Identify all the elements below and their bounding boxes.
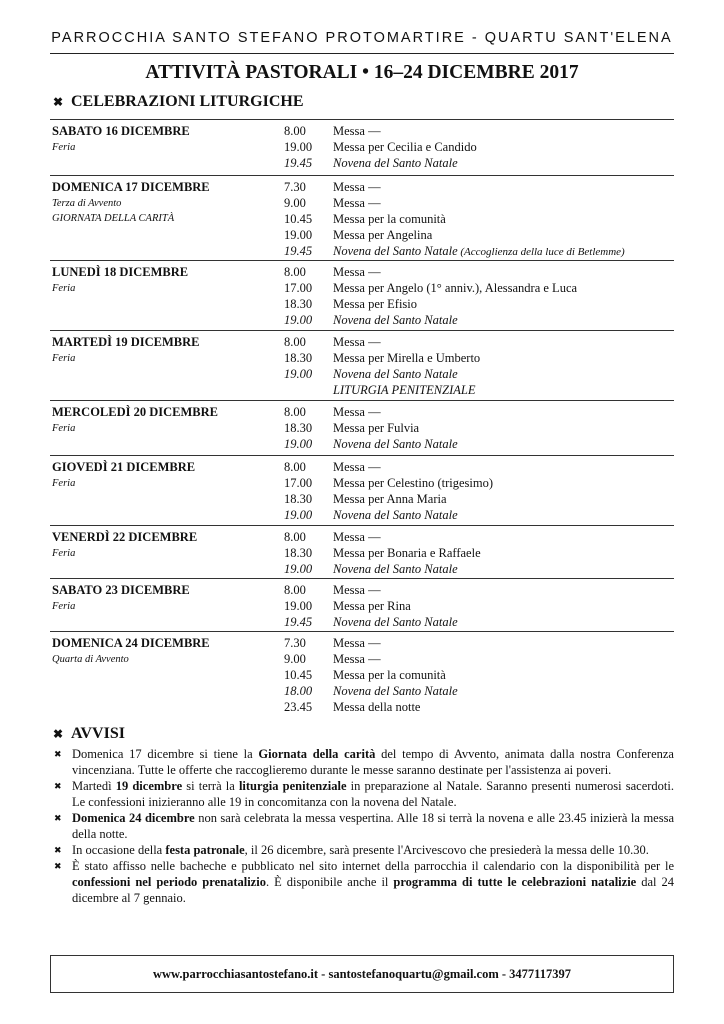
header-divider <box>50 53 674 54</box>
day-subtitle: Feria <box>52 601 76 612</box>
notice-emphasis: liturgia penitenziale <box>238 779 347 793</box>
event-row <box>284 667 674 683</box>
day-subtitle: Feria <box>52 142 76 153</box>
notice-emphasis: Giornata della carità <box>258 747 376 761</box>
event-row <box>284 211 674 227</box>
notice-text: , il 26 dicembre, sarà presente l'Arcivescovo che presiederà la messa delle 10.30. <box>244 843 649 857</box>
event-time: 19.00 <box>284 228 313 242</box>
day-subtitle: GIORNATA DELLA CARITÀ <box>52 213 175 224</box>
event-time: 19.00 <box>284 367 313 381</box>
notice-item <box>50 810 674 842</box>
event-time: 8.00 <box>284 124 306 138</box>
notice-text: Domenica 17 dicembre si tiene la <box>72 747 259 761</box>
footer-contacts: www.parrocchiasantostefano.it - santostefanoquartu@gmail.com - 3477117397 <box>50 955 674 993</box>
event-text: Messa per Anna Maria <box>333 492 447 506</box>
event-list <box>284 179 674 259</box>
parish-header: PARROCCHIA SANTO STEFANO PROTOMARTIRE - QUARTU SANT'ELENA <box>51 30 673 46</box>
day-subtitle: Feria <box>52 548 76 559</box>
event-text: Novena del Santo Natale <box>333 244 458 258</box>
event-time: 9.00 <box>284 196 306 210</box>
event-row <box>284 491 674 507</box>
event-list <box>284 334 674 398</box>
event-list <box>284 582 674 630</box>
day-name: DOMENICA 24 DICEMBRE <box>52 636 210 650</box>
notice-item <box>50 746 674 778</box>
event-text: Messa per la comunità <box>333 668 446 682</box>
event-row <box>284 507 674 523</box>
bullet-icon: ✖ <box>54 861 62 871</box>
event-time: 10.45 <box>284 668 313 682</box>
event-row <box>284 334 674 350</box>
notice-text: Martedì <box>72 779 116 793</box>
bullet-icon: ✖ <box>54 749 62 759</box>
event-time: 19.00 <box>284 140 313 154</box>
event-text: Novena del Santo Natale <box>333 156 458 170</box>
notice-emphasis: programma di tutte le celebrazioni natalizie <box>393 875 637 889</box>
section-title: CELEBRAZIONI LITURGICHE <box>71 93 304 110</box>
event-time: 18.30 <box>284 546 313 560</box>
event-text: Messa per Efisio <box>333 297 418 311</box>
event-row <box>284 195 674 211</box>
notice-item <box>50 858 674 906</box>
day-block <box>50 175 674 261</box>
event-text: Novena del Santo Natale <box>333 508 458 522</box>
day-subtitle: Quarta di Avvento <box>52 654 129 665</box>
event-text: Novena del Santo Natale <box>333 367 458 381</box>
page-title: ATTIVITÀ PASTORALI • 16–24 DICEMBRE 2017 <box>145 62 579 83</box>
event-time: 9.00 <box>284 652 306 666</box>
day-subtitle: Terza di Avvento <box>52 198 122 209</box>
day-subtitle: Feria <box>52 423 76 434</box>
notice-text: In occasione della <box>72 843 166 857</box>
event-time: 17.00 <box>284 476 313 490</box>
day-name: MARTEDÌ 19 DICEMBRE <box>52 335 200 349</box>
event-row <box>284 529 674 545</box>
event-text: Novena del Santo Natale <box>333 684 458 698</box>
event-row <box>284 635 674 651</box>
day-name: DOMENICA 17 DICEMBRE <box>52 180 210 194</box>
day-name: MERCOLEDÌ 20 DICEMBRE <box>52 405 218 419</box>
event-row <box>284 459 674 475</box>
event-time: 18.00 <box>284 684 313 698</box>
event-text: Messa per Rina <box>333 599 411 613</box>
day-subtitle: Feria <box>52 283 76 294</box>
event-time: 7.30 <box>284 180 306 194</box>
section-title: AVVISI <box>71 725 125 742</box>
event-time: 8.00 <box>284 335 306 349</box>
event-text: Messa per Fulvia <box>333 421 420 435</box>
event-text: Messa — <box>333 335 381 349</box>
event-text: Novena del Santo Natale <box>333 437 458 451</box>
event-text: Messa per Celestino (trigesimo) <box>333 476 494 490</box>
event-row <box>284 699 674 715</box>
event-row <box>284 227 674 243</box>
event-list <box>284 529 674 577</box>
day-name: GIOVEDÌ 21 DICEMBRE <box>52 460 196 474</box>
day-block <box>50 330 674 401</box>
event-row <box>284 296 674 312</box>
event-text: Messa — <box>333 180 381 194</box>
day-block <box>50 525 674 579</box>
event-row <box>284 582 674 598</box>
notices-list <box>50 746 674 906</box>
cross-icon: ✖ <box>53 95 64 109</box>
event-text: Messa — <box>333 583 381 597</box>
event-row <box>284 598 674 614</box>
event-list <box>284 264 674 328</box>
event-row <box>284 651 674 667</box>
notice-text: . È disponibile anche il <box>265 875 394 889</box>
bullet-icon: ✖ <box>54 813 62 823</box>
event-row <box>284 561 674 577</box>
bullet-icon: ✖ <box>54 845 62 855</box>
event-text: Messa — <box>333 652 381 666</box>
event-text: Messa della notte <box>333 700 421 714</box>
event-time: 17.00 <box>284 281 313 295</box>
event-text: Messa — <box>333 636 381 650</box>
notice-emphasis: confessioni nel periodo prenatalizio <box>72 875 266 889</box>
event-text: Messa — <box>333 460 381 474</box>
event-time: 8.00 <box>284 265 306 279</box>
event-row <box>284 155 674 171</box>
day-name: LUNEDÌ 18 DICEMBRE <box>52 265 189 279</box>
event-time: 18.30 <box>284 492 313 506</box>
event-time: 19.00 <box>284 437 313 451</box>
event-row <box>284 382 674 398</box>
notice-emphasis: 19 dicembre <box>115 779 183 793</box>
event-row <box>284 683 674 699</box>
event-time: 18.30 <box>284 297 313 311</box>
event-time: 19.00 <box>284 508 313 522</box>
notice-item <box>50 842 674 858</box>
event-time: 8.00 <box>284 583 306 597</box>
day-name: SABATO 23 DICEMBRE <box>52 583 190 597</box>
section-heading-celebrazioni <box>53 93 304 111</box>
event-row <box>284 366 674 382</box>
event-note: (Accoglienza della luce di Betlemme) <box>457 246 625 258</box>
event-text: Messa — <box>333 405 381 419</box>
notice-text: in preparazione al Natale. Saranno presenti numerosi sacerdoti. Le confessioni inizieranno alle 19 in concomitanza con la novena del Natale. <box>72 779 674 809</box>
event-time: 10.45 <box>284 212 313 226</box>
event-text: Messa — <box>333 196 381 210</box>
event-text: Messa per Bonaria e Raffaele <box>333 546 481 560</box>
bullet-icon: ✖ <box>54 781 62 791</box>
notice-text: del tempo di Avvento, animata dalla nostra Conferenza vincenziana. Tutte le offerte che raccoglieremo durante le messe saranno destinate per l'assistenza ai poveri. <box>72 747 674 777</box>
event-list <box>284 123 674 171</box>
event-text: Messa — <box>333 124 381 138</box>
event-row <box>284 123 674 139</box>
event-text: Messa per Angelina <box>333 228 433 242</box>
event-time: 19.45 <box>284 156 313 170</box>
event-row <box>284 350 674 366</box>
event-time: 18.30 <box>284 421 313 435</box>
notice-emphasis: Domenica 24 dicembre <box>72 811 195 825</box>
notice-text: si terrà la <box>182 779 239 793</box>
event-row <box>284 420 674 436</box>
event-row <box>284 179 674 195</box>
event-time: 23.45 <box>284 700 313 714</box>
event-row <box>284 280 674 296</box>
event-text: Novena del Santo Natale <box>333 615 458 629</box>
notice-item <box>50 778 674 810</box>
event-time: 19.00 <box>284 313 313 327</box>
event-text: Novena del Santo Natale <box>333 562 458 576</box>
event-time: 19.45 <box>284 244 313 258</box>
day-block <box>50 260 674 331</box>
event-text: Messa per Mirella e Umberto <box>333 351 481 365</box>
event-text: Messa per Cecilia e Candido <box>333 140 477 154</box>
day-block <box>50 455 674 526</box>
event-row <box>284 614 674 630</box>
event-row <box>284 264 674 280</box>
event-row <box>284 475 674 491</box>
event-time: 18.30 <box>284 351 313 365</box>
event-time: 19.45 <box>284 615 313 629</box>
event-time: 8.00 <box>284 530 306 544</box>
event-text: Novena del Santo Natale <box>333 313 458 327</box>
day-name: VENERDÌ 22 DICEMBRE <box>52 530 198 544</box>
event-text: Messa per Angelo (1° anniv.), Alessandra e Luca <box>333 281 578 295</box>
event-time: 8.00 <box>284 405 306 419</box>
day-block <box>50 119 674 176</box>
event-time: 19.00 <box>284 599 313 613</box>
event-time: 8.00 <box>284 460 306 474</box>
event-text: Messa — <box>333 530 381 544</box>
notice-text: dal 24 dicembre al 7 gennaio. <box>72 875 675 905</box>
event-row <box>284 139 674 155</box>
notice-text: non sarà celebrata la messa vespertina. Alle 18 si terrà la novena e alle 23.45 inizierà la messa della notte. <box>72 811 674 841</box>
event-row <box>284 545 674 561</box>
event-list <box>284 635 674 715</box>
event-text: Messa — <box>333 265 381 279</box>
event-row <box>284 436 674 452</box>
section-heading-avvisi <box>53 725 125 743</box>
event-text: Messa per la comunità <box>333 212 446 226</box>
day-subtitle: Feria <box>52 478 76 489</box>
day-block <box>50 631 674 716</box>
cross-icon: ✖ <box>53 727 64 741</box>
event-time: 7.30 <box>284 636 306 650</box>
event-text: LITURGIA PENITENZIALE <box>333 383 476 397</box>
day-subtitle: Feria <box>52 353 76 364</box>
day-block <box>50 578 674 632</box>
event-row <box>284 312 674 328</box>
notice-text: È stato affisso nelle bacheche e pubblicato nel sito internet della parrocchia il calendario con la disponibilità per le <box>72 859 674 873</box>
event-row <box>284 404 674 420</box>
day-block <box>50 400 674 456</box>
event-row <box>284 243 674 259</box>
event-time: 19.00 <box>284 562 313 576</box>
notice-emphasis: festa patronale <box>165 843 245 857</box>
day-name: SABATO 16 DICEMBRE <box>52 124 190 138</box>
event-list <box>284 459 674 523</box>
event-list <box>284 404 674 452</box>
